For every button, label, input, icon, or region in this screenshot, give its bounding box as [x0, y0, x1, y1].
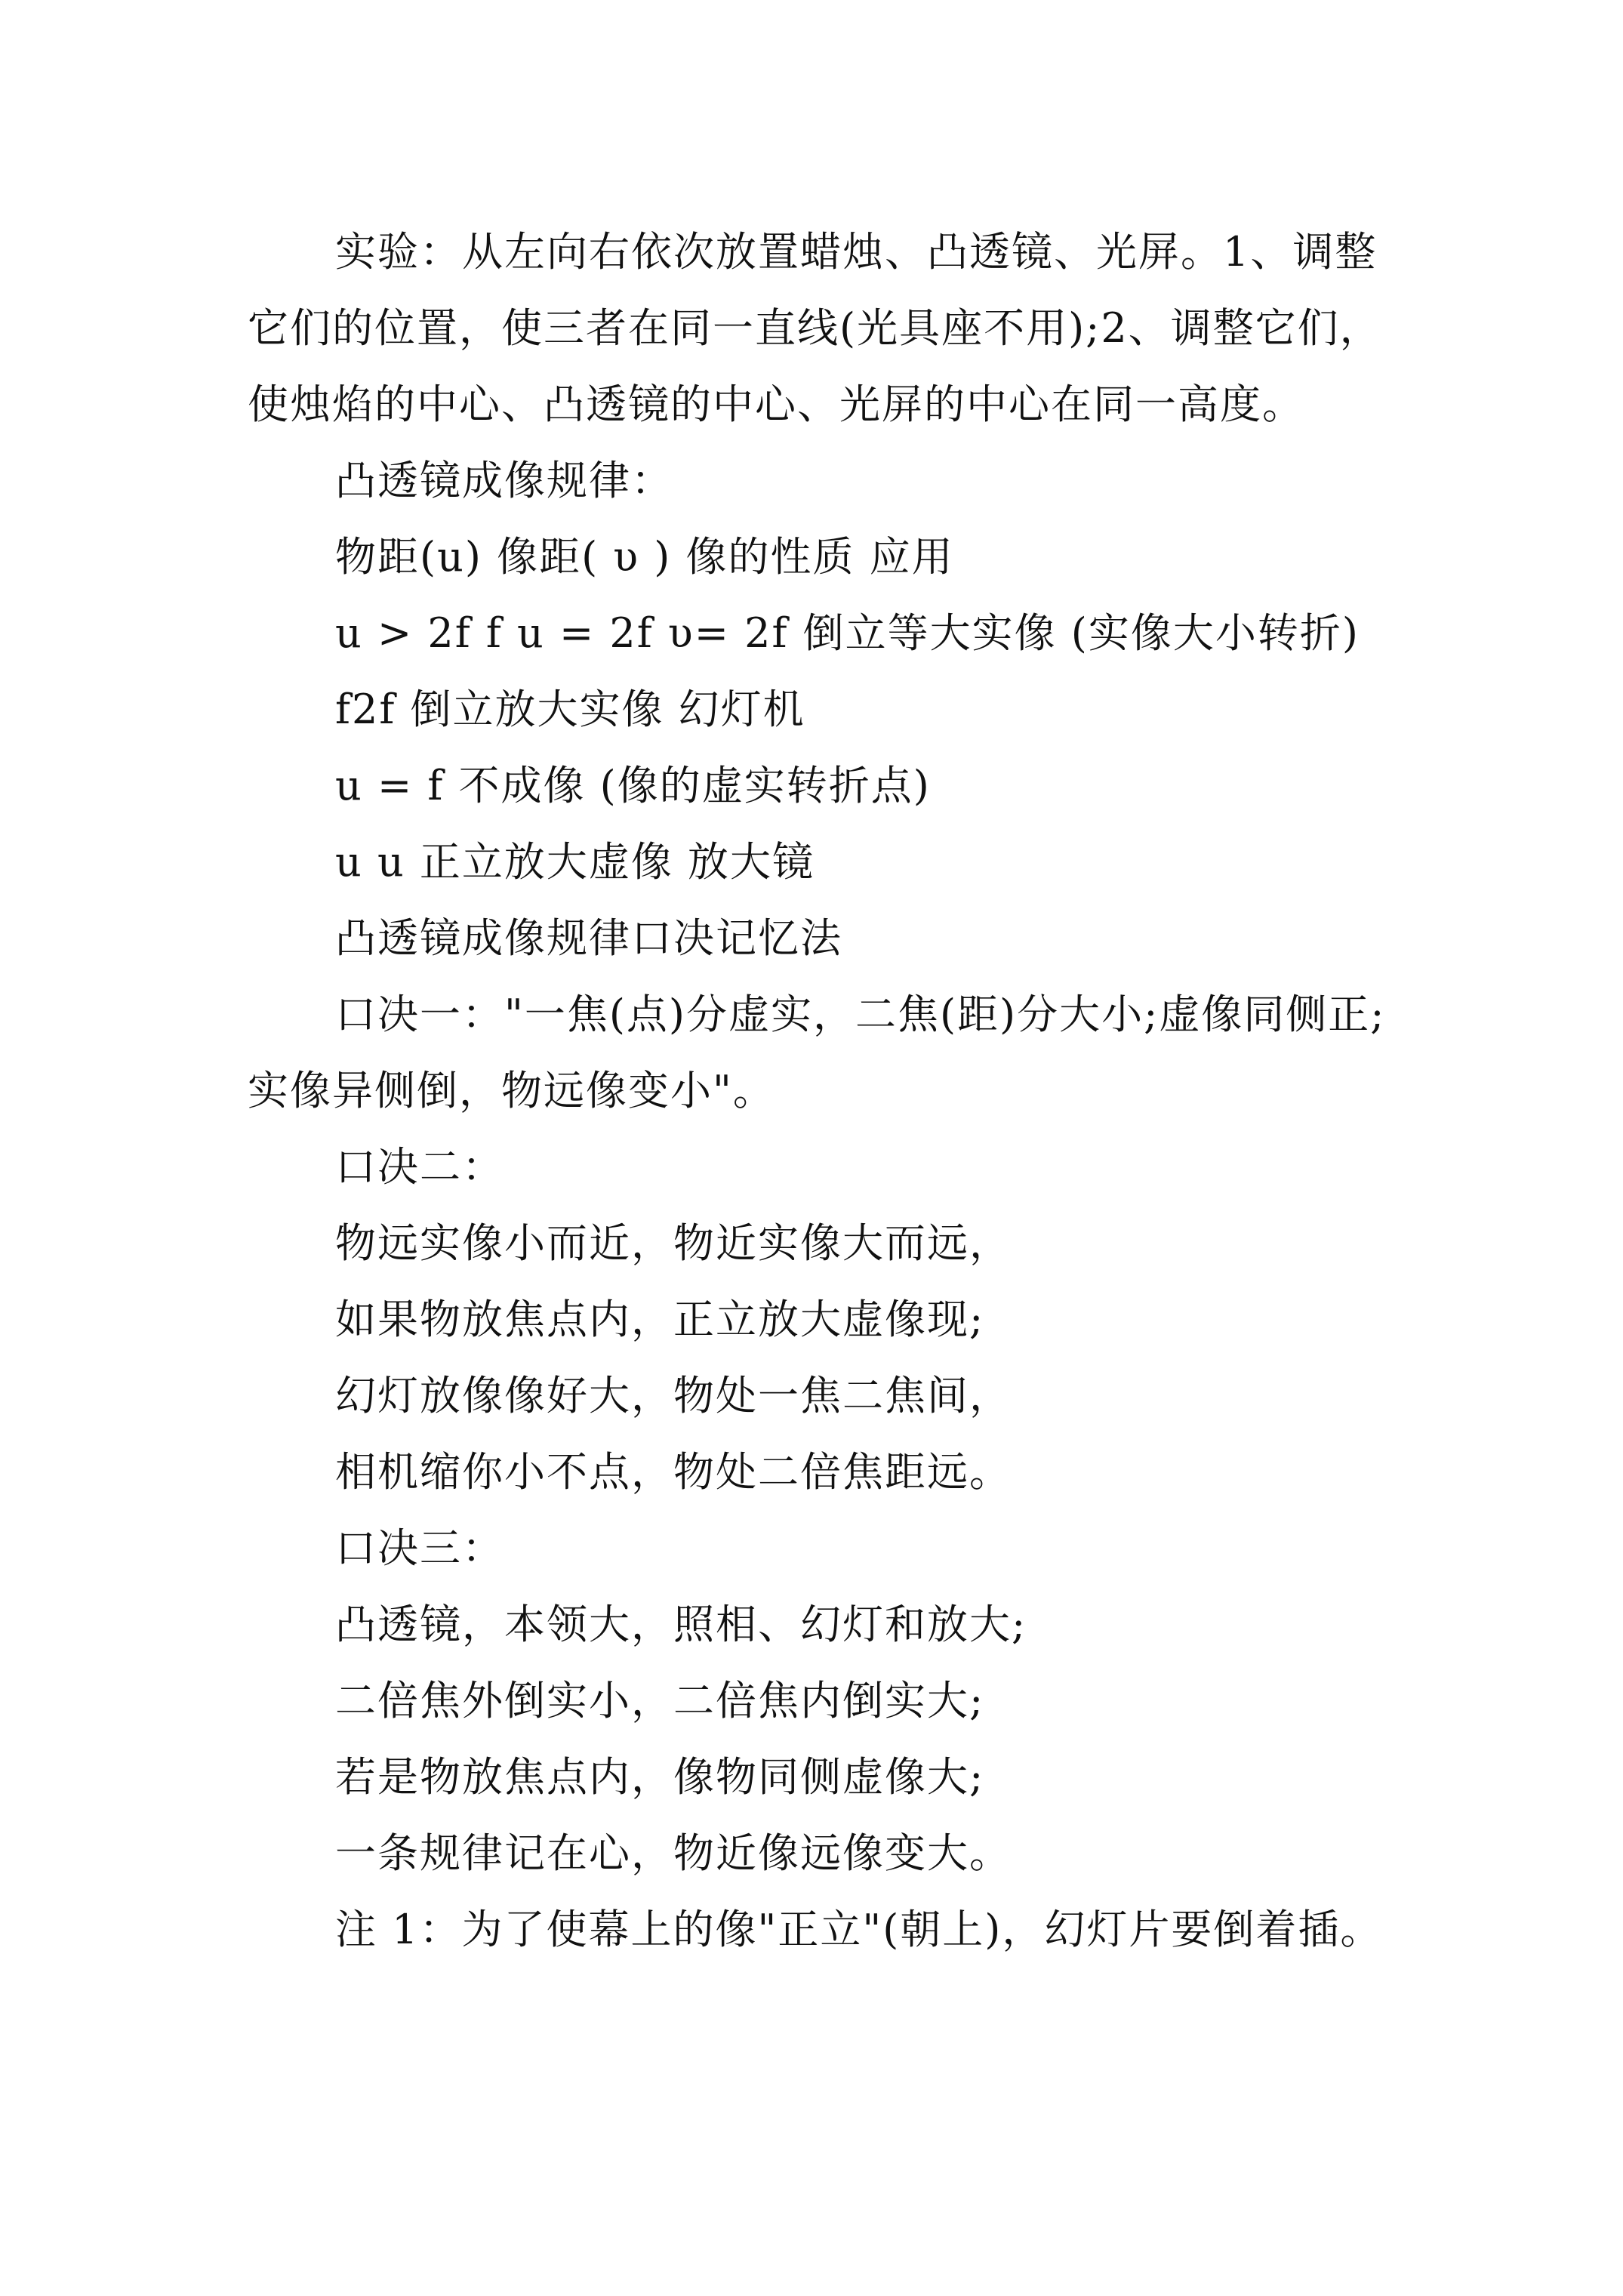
verse-line: 一条规律记在心，物近像远像变大。: [335, 1829, 1012, 1877]
note-one: 注 1：为了使幕上的像"正立"(朝上)，幻灯片要倒着插。: [335, 1906, 1383, 1953]
document-body: [248, 214, 1395, 1968]
heading-lens-rules: 凸透镜成像规律：: [335, 457, 673, 504]
verse-line: 幻灯放像像好大，物处一焦二焦间，: [335, 1372, 1012, 1419]
verse-line: 若是物放焦点内，像物同侧虚像大;: [335, 1753, 985, 1801]
rule-line-3: u = f 不成像 (像的虚实转折点): [335, 762, 931, 809]
mnemonic-three-heading: 口决三：: [335, 1524, 504, 1572]
table-header-line: 物距(u) 像距( υ ) 像的性质 应用: [335, 533, 954, 581]
rule-line-4: u u 正立放大虚像 放大镜: [335, 838, 815, 886]
heading-mnemonic: 凸透镜成像规律口决记忆法: [335, 914, 842, 962]
rule-line-2: f2f 倒立放大实像 幻灯机: [335, 686, 805, 733]
mnemonic-two-heading: 口决二：: [335, 1143, 504, 1191]
verse-line: 二倍焦外倒实小，二倍焦内倒实大;: [335, 1677, 985, 1724]
verse-line: 凸透镜，本领大，照相、幻灯和放大;: [335, 1601, 1027, 1648]
mnemonic-one: 口决一："一焦(点)分虚实，二焦(距)分大小;虚像同侧正;实像异侧倒，物远像变小"。: [248, 991, 1386, 1114]
verse-line: 相机缩你小不点，物处二倍焦距远。: [335, 1448, 1012, 1496]
rule-line-1: u > 2f f u = 2f υ= 2f 倒立等大实像 (实像大小转折): [335, 609, 1360, 657]
paragraph-experiment: 实验：从左向右依次放置蜡烛、凸透镜、光屏。1、调整它们的位置，使三者在同一直线(光具座不用);2、调整它们，使烛焰的中心、凸透镜的中心、光屏的中心在同一高度。: [248, 228, 1382, 428]
verse-line: 物远实像小而近，物近实像大而远，: [335, 1219, 1012, 1267]
verse-line: 如果物放焦点内，正立放大虚像现;: [335, 1296, 985, 1343]
